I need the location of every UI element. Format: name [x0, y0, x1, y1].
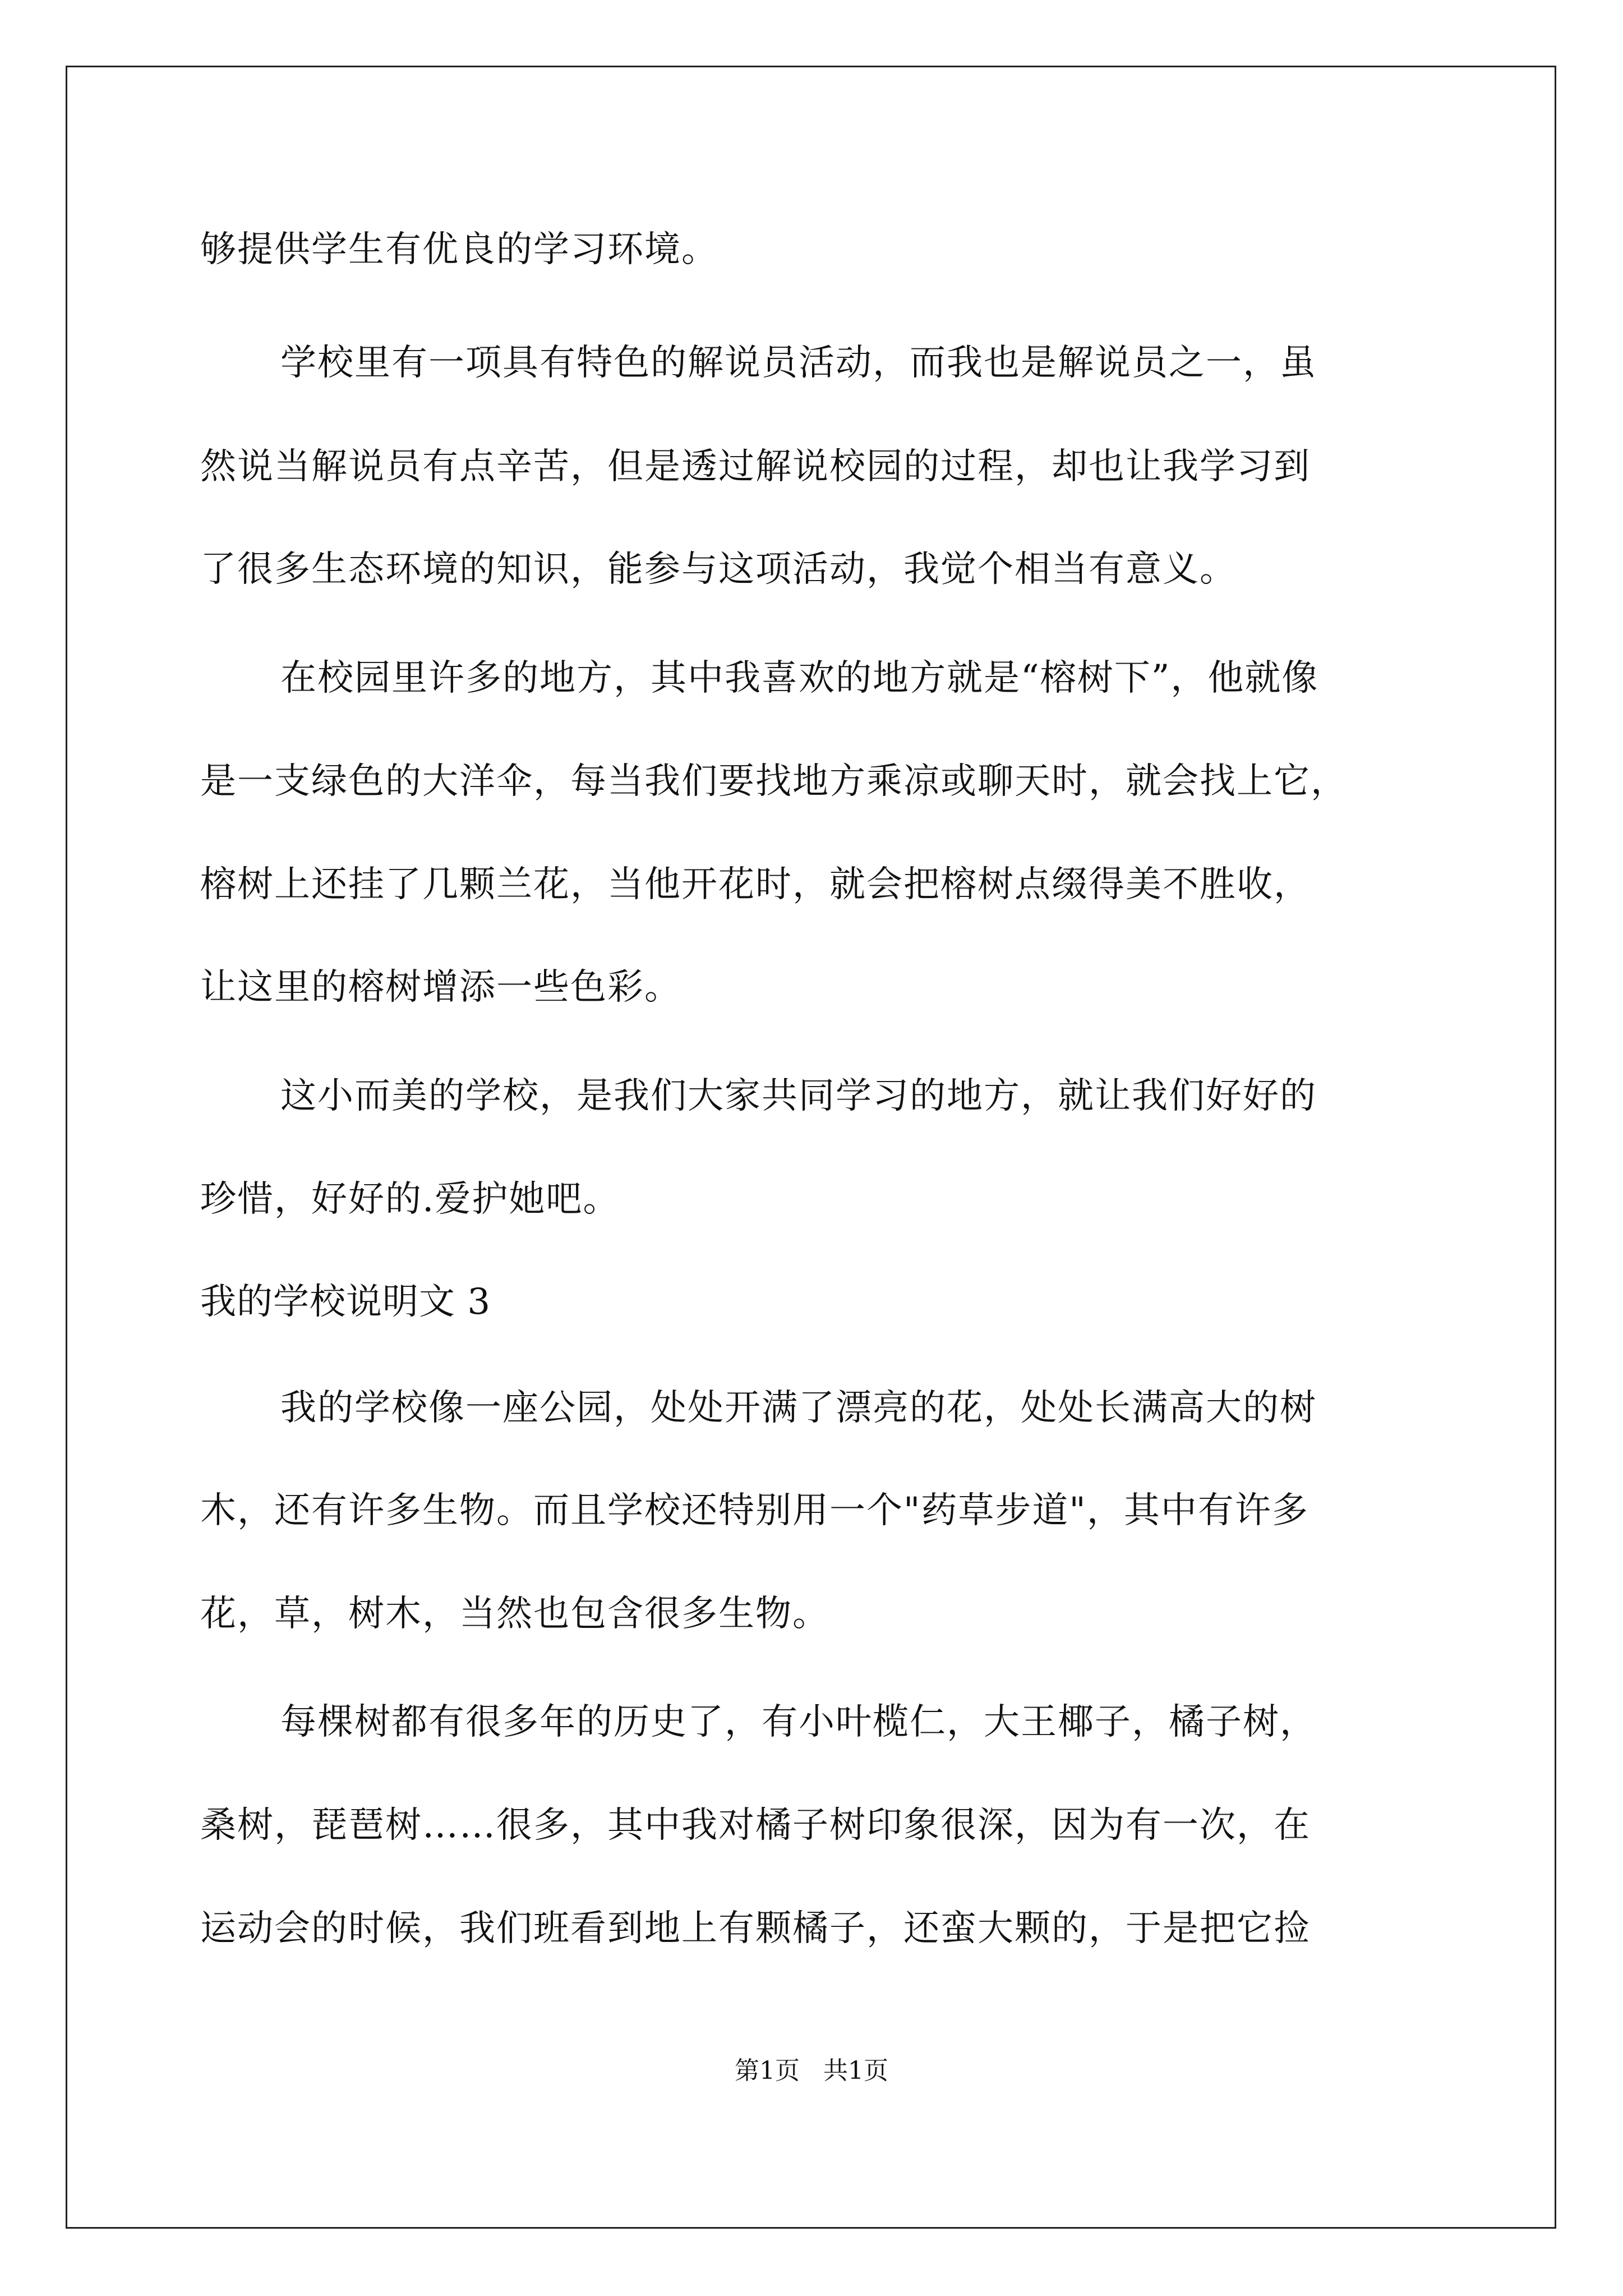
paragraph-line: 榕树上还挂了几颗兰花，当他开花时，就会把榕树点缀得美不胜收， [200, 864, 1311, 905]
paragraph-line: 珍惜，好好的.爱护她吧。 [200, 1179, 620, 1220]
paragraph-line: 学校里有一项具有特色的解说员活动，而我也是解说员之一，虽 [280, 342, 1317, 384]
paragraph-line: 这小而美的学校，是我们大家共同学习的地方，就让我们好好的 [280, 1075, 1317, 1117]
paragraph-line: 每棵树都有很多年的历史了，有小叶榄仁，大王椰子，橘子树， [280, 1701, 1317, 1743]
paragraph-line: 了很多生态环境的知识，能参与这项活动，我觉个相当有意义。 [200, 549, 1237, 590]
paragraph-line: 够提供学生有优良的学习环境。 [200, 229, 718, 270]
paragraph-line: 桑树，琵琶树……很多，其中我对橘子树印象很深，因为有一次，在 [200, 1805, 1311, 1846]
paragraph-line: 然说当解说员有点辛苦，但是透过解说校园的过程，却也让我学习到 [200, 446, 1311, 487]
paragraph-line: 在校园里许多的地方，其中我喜欢的地方就是“榕树下”，他就像 [280, 657, 1319, 699]
paragraph-line: 花，草，树木，当然也包含很多生物。 [200, 1593, 829, 1635]
paragraph-line: 我的学校像一座公园，处处开满了漂亮的花，处处长满高大的树 [280, 1387, 1317, 1429]
page-border [66, 66, 1556, 2229]
paragraph-line: 让这里的榕树增添一些色彩。 [200, 967, 681, 1008]
paragraph-line: 运动会的时候，我们班看到地上有颗橘子，还蛮大颗的，于是把它捡 [200, 1908, 1311, 1949]
section-heading: 我的学校说明文 3 [200, 1281, 491, 1323]
paragraph-line: 木，还有许多生物。而且学校还特别用一个"药草步道"，其中有许多 [200, 1490, 1309, 1531]
page-number: 第1页 共1页 [735, 2056, 888, 2085]
paragraph-line: 是一支绿色的大洋伞，每当我们要找地方乘凉或聊天时，就会找上它， [200, 761, 1348, 802]
